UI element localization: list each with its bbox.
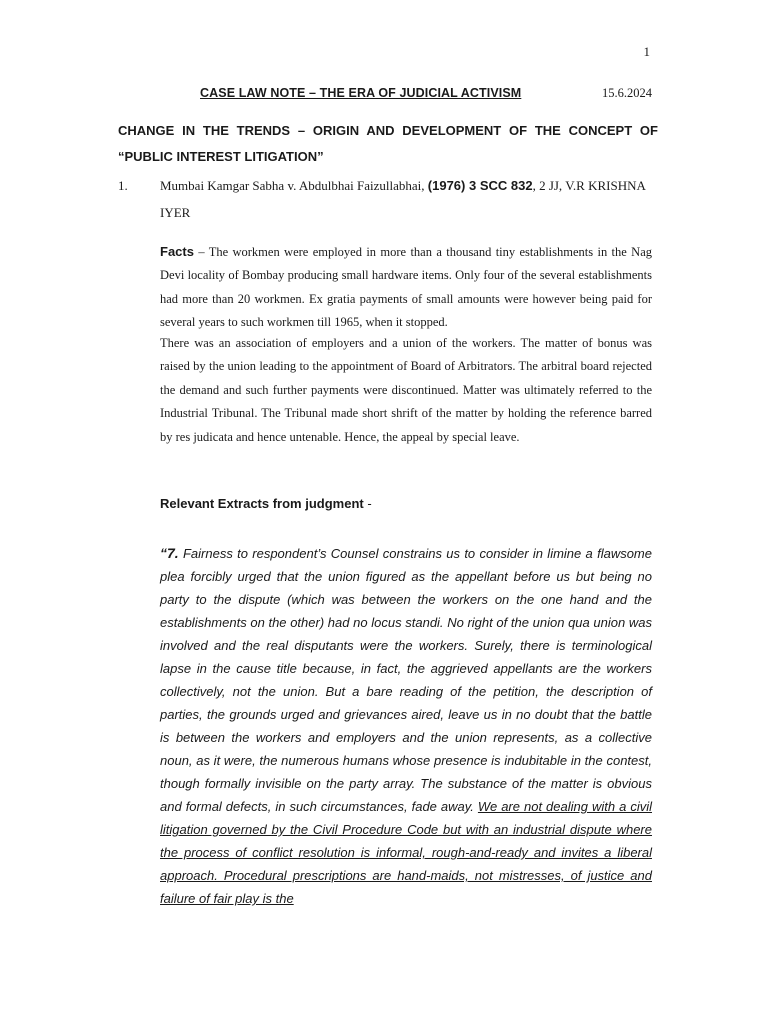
case-bench: , 2 JJ, V.R KRISHNA IYER — [160, 178, 646, 220]
document-date: 15.6.2024 — [602, 86, 652, 100]
facts-text: – The workmen were employed in more than a thousand tiny establishments in the Nag Devi locality of Bombay producing small hardware items. Only four of the several establishments had more than 20 workmen. Ex gratia payments of small amounts were however being paid for several years to such workmen till 1965, when it stopped. — [160, 245, 652, 330]
quote-underlined-text: We are not dealing with a civil litigation governed by the Civil Procedure Code but with an industrial dispute where the process of conflict resolution is informal, rough-and-ready and invites a liberal approach. Procedural prescriptions are hand-maids, not mistresses, of justice and failure of fair play is the — [160, 799, 652, 906]
quote-paragraph-number: “7. — [160, 545, 179, 561]
page-number: 1 — [643, 44, 650, 59]
section-heading: CHANGE IN THE TRENDS – ORIGIN AND DEVELOPMENT OF THE CONCEPT OF “PUBLIC INTEREST LITIGATION” — [118, 123, 658, 164]
case-name: Mumbai Kamgar Sabha v. Abdulbhai Faizullabhai, — [160, 178, 428, 193]
facts-paragraph — [160, 240, 652, 335]
background-paragraph: There was an association of employers and a union of the workers. The matter of bonus was raised by the union leading to the appointment of Board of Arbitrators. The arbitral board rejected the demand and such further payments were discontinued. Matter was ultimately referred to the Industrial Tribunal. The Tribunal made short shrift of the matter by holding the reference barred by res judicata and hence untenable. Hence, the appeal by special leave. — [160, 336, 652, 444]
judgment-quote — [160, 542, 652, 910]
document-title: CASE LAW NOTE – THE ERA OF JUDICIAL ACTIVISM — [200, 86, 522, 100]
extracts-heading-text: Relevant Extracts from judgment — [160, 496, 364, 511]
document-header — [200, 86, 652, 101]
case-number: 1. — [118, 178, 128, 193]
case-list-item — [118, 172, 658, 226]
case-title — [160, 172, 658, 226]
case-citation: (1976) 3 SCC 832 — [427, 178, 533, 193]
extracts-heading-dash: - — [363, 496, 372, 511]
facts-label: Facts — [160, 244, 194, 259]
quote-text: Fairness to respondent’s Counsel constrains us to consider in limine a flawsome plea forcibly urged that the union figured as the appellant before us but being no party to the dispute (which was between the workers on the one hand and the establishments on the other) had no locus standi. No right of the union qua union was involved and the real disputants were the workers. Surely, there is terminological lapse in the cause title because, in fact, the aggrieved appellants are the workers collectively, not the union. But a bare reading of the petition, the description of parties, the grounds urged and grievances aired, leave us in no doubt that the battle is between the workers and employers and the union represents, as a collective noun, as it were, the numerous humans whose presence is indubitable in the contest, though formally invisible on the party array. The substance of the matter is obvious and formal defects, in such circumstances, fade away. — [160, 546, 652, 814]
extracts-heading — [160, 496, 372, 511]
